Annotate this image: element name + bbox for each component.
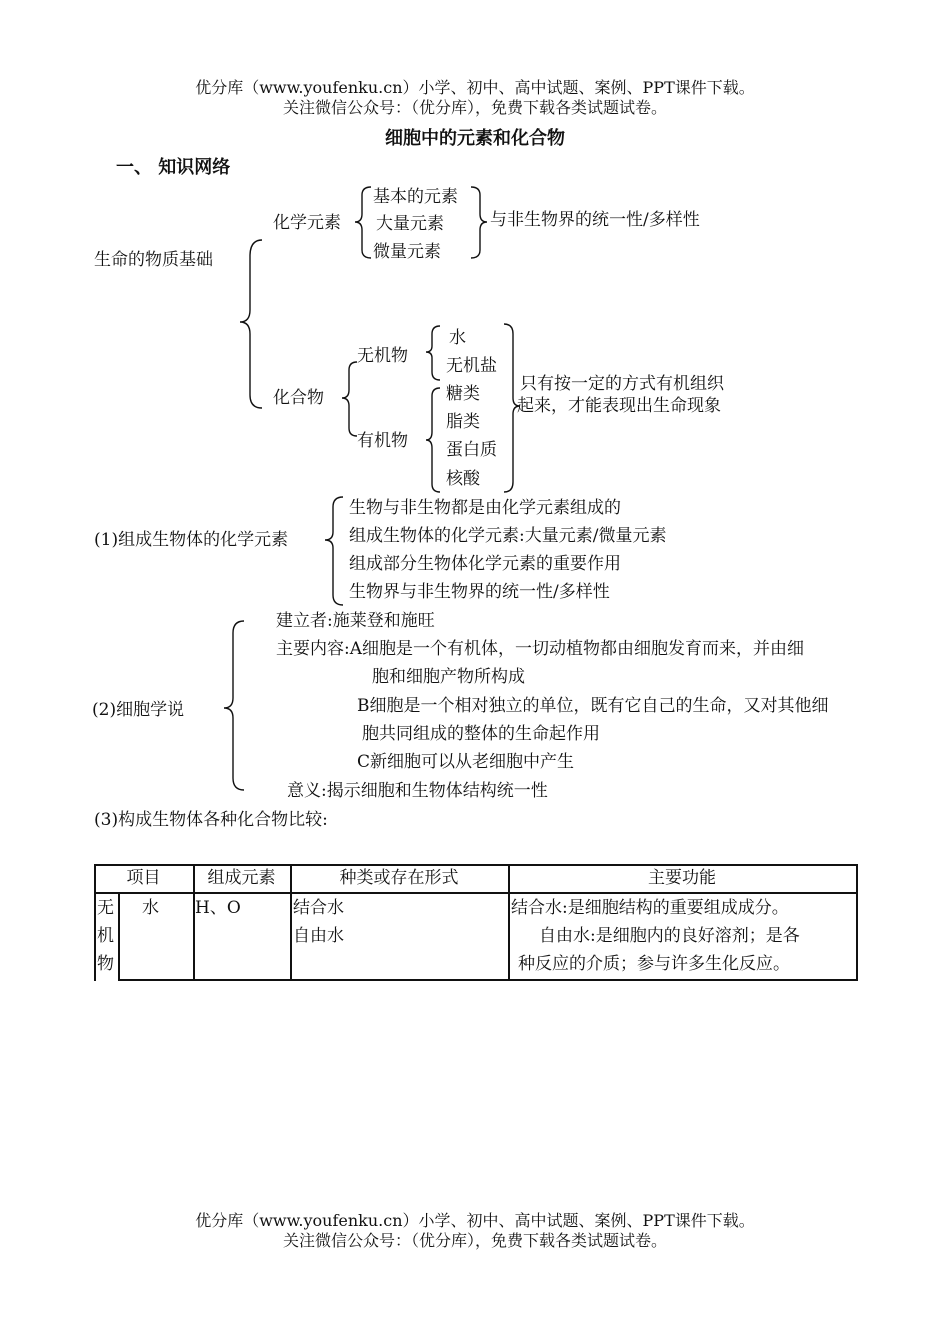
part1-item-1: 生物与非生物都是由化学元素组成的 (349, 498, 621, 518)
brace-part2 (224, 621, 244, 790)
table-group-divider (118, 892, 120, 981)
element-trace: 微量元素 (373, 242, 441, 262)
part1-label: (1)组成生物体的化学元素 (94, 530, 289, 550)
table-group-char-3: 物 (97, 954, 114, 974)
compound-water: 水 (449, 328, 466, 348)
table-group-char-2: 机 (97, 926, 114, 946)
footer-line-2: 关注微信公众号：（优分库），免费下载各类试题试卷。 (282, 1231, 667, 1250)
part1-item-2: 组成生物体的化学元素:大量元素/微量元素 (349, 526, 667, 546)
table-bottom-border (118, 979, 858, 981)
table-cell-form-free: 自由水 (293, 926, 344, 946)
compound-salt: 无机盐 (446, 356, 497, 376)
table-header-functions: 主要功能 (648, 868, 716, 888)
part2-content-c: C新细胞可以从老细胞中产生 (357, 752, 575, 772)
part2-content-a1: 主要内容:A细胞是一个有机体，一切动植物都由细胞发育而来，并由细 (276, 639, 805, 659)
table-header-forms: 种类或存在形式 (339, 868, 459, 888)
table-cell-function-1: 结合水:是细胞结构的重要组成成分。 (511, 898, 789, 918)
network-chem-elements: 化学元素 (273, 213, 341, 233)
network-compounds: 化合物 (273, 388, 324, 408)
header-line-2: 关注微信公众号：（优分库），免费下载各类试题试卷。 (282, 98, 667, 117)
compound-lipid: 脂类 (446, 412, 480, 432)
table-header-elements: 组成元素 (207, 868, 276, 888)
table-header-item: 项目 (126, 868, 161, 888)
table-cell-function-3: 种反应的介质；参与许多生化反应。 (518, 954, 790, 974)
brace-root (240, 240, 262, 408)
part2-content-b1: B细胞是一个相对独立的单位，既有它自己的生命，又对其他细 (357, 696, 829, 716)
compound-sugar: 糖类 (446, 384, 480, 404)
section-heading-knowledge-network: 一、 知识网络 (116, 157, 231, 178)
header-line-1: 优分库（www.youfenku.cn）小学、初中、高中试题、案例、PPT课件下载。 (195, 78, 755, 97)
page-title: 细胞中的元素和化合物 (385, 128, 565, 149)
part2-meaning: 意义:揭示细胞和生物体结构统一性 (287, 781, 548, 801)
part2-label: (2)细胞学说 (92, 700, 185, 720)
brace-compounds (342, 362, 357, 436)
part1-item-4: 生物界与非生物界的统一性/多样性 (349, 582, 610, 602)
part2-content-b2: 胞共同组成的整体的生命起作用 (362, 724, 600, 744)
brace-part1 (325, 497, 343, 605)
element-basic: 基本的元素 (373, 187, 458, 207)
compound-table (94, 864, 858, 981)
compound-note-line1: 只有按一定的方式有机组织 (520, 374, 724, 394)
network-organic: 有机物 (357, 431, 408, 451)
element-major: 大量元素 (376, 214, 444, 234)
table-right-border (856, 864, 858, 981)
network-inorganic: 无机物 (357, 346, 408, 366)
table-cell-function-2: 自由水:是细胞内的良好溶剂；是各 (539, 926, 800, 946)
part2-founder: 建立者:施莱登和施旺 (276, 611, 435, 631)
part3-label: (3)构成生物体各种化合物比较: (94, 810, 328, 830)
part2-content-a2: 胞和细胞产物所构成 (372, 667, 525, 687)
network-root: 生命的物质基础 (94, 250, 213, 270)
compound-nucleic-acid: 核酸 (446, 469, 480, 489)
table-group-char-1: 无 (97, 898, 114, 918)
footer-line-1: 优分库（www.youfenku.cn）小学、初中、高中试题、案例、PPT课件下载。 (195, 1211, 755, 1230)
compound-note-line2: 起来，才能表现出生命现象 (517, 396, 721, 416)
elements-note: 与非生物界的统一性/多样性 (490, 210, 700, 230)
table-cell-water: 水 (142, 898, 159, 918)
brace-elements-right (471, 187, 487, 258)
table-cell-form-bound: 结合水 (293, 898, 344, 918)
part1-item-3: 组成部分生物体化学元素的重要作用 (349, 554, 621, 574)
table-cell-elements: H、O (195, 898, 241, 918)
compound-protein: 蛋白质 (446, 440, 497, 460)
brace-compounds-right (504, 324, 520, 492)
brace-organic (426, 388, 440, 492)
brace-elements-left (355, 187, 371, 258)
brace-inorganic (426, 326, 440, 380)
